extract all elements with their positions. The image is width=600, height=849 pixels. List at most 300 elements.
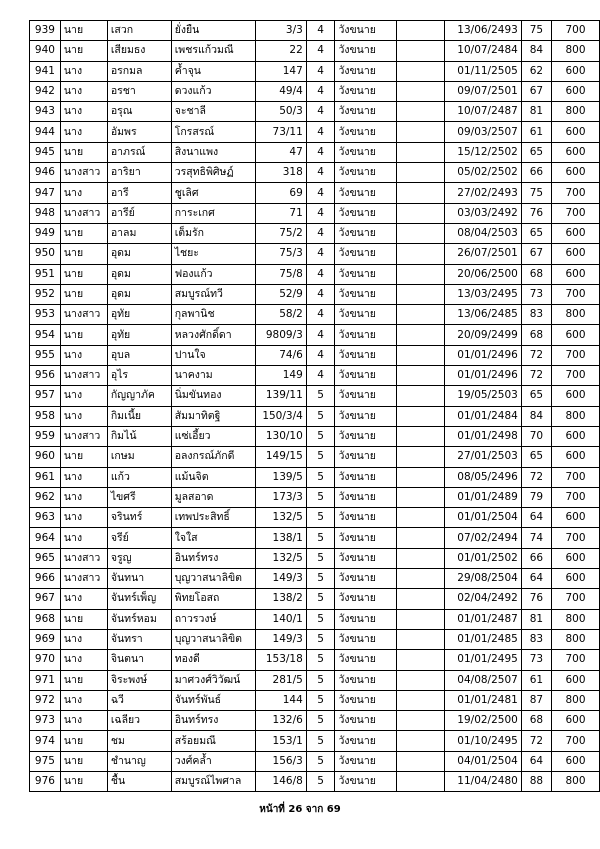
subdistrict-cell: วังขนาย bbox=[335, 244, 397, 264]
birth-date-cell: 27/02/2493 bbox=[444, 183, 521, 203]
amount-cell: 600 bbox=[551, 386, 599, 406]
beneficiary-table bbox=[29, 20, 600, 792]
age-cell: 79 bbox=[521, 487, 551, 507]
last-name-cell: การะเกศ bbox=[171, 203, 255, 223]
moo-cell: 4 bbox=[306, 305, 335, 325]
row-number-cell: 942 bbox=[30, 81, 61, 101]
table-row bbox=[30, 670, 600, 690]
moo-cell: 5 bbox=[306, 731, 335, 751]
birth-date-cell: 11/04/2480 bbox=[444, 771, 521, 791]
subdistrict-cell: วังขนาย bbox=[335, 609, 397, 629]
moo-cell: 4 bbox=[306, 325, 335, 345]
birth-date-cell: 01/01/2496 bbox=[444, 345, 521, 365]
last-name-cell: หลวงศักดิ์ดา bbox=[171, 325, 255, 345]
last-name-cell: วงศ์คล้ำ bbox=[171, 751, 255, 771]
first-name-cell: อุดม bbox=[107, 284, 171, 304]
row-number-cell: 973 bbox=[30, 711, 61, 731]
prefix-cell: นาย bbox=[60, 447, 107, 467]
last-name-cell: มาศวงศ์วิวัฒน์ bbox=[171, 670, 255, 690]
subdistrict-cell: วังขนาย bbox=[335, 102, 397, 122]
age-cell: 81 bbox=[521, 102, 551, 122]
first-name-cell: ชม bbox=[107, 731, 171, 751]
birth-date-cell: 13/06/2485 bbox=[444, 305, 521, 325]
last-name-cell: จันทร์พันธ์ bbox=[171, 690, 255, 710]
house-number-cell: 75/2 bbox=[255, 223, 306, 243]
house-number-cell: 69 bbox=[255, 183, 306, 203]
house-number-cell: 144 bbox=[255, 690, 306, 710]
first-name-cell: อุดม bbox=[107, 264, 171, 284]
table-row bbox=[30, 244, 600, 264]
birth-date-cell: 29/08/2504 bbox=[444, 569, 521, 589]
row-number-cell: 945 bbox=[30, 142, 61, 162]
birth-date-cell: 01/01/2502 bbox=[444, 548, 521, 568]
birth-date-cell: 20/09/2499 bbox=[444, 325, 521, 345]
blank-cell bbox=[397, 223, 444, 243]
blank-cell bbox=[397, 264, 444, 284]
blank-cell bbox=[397, 751, 444, 771]
birth-date-cell: 01/01/2498 bbox=[444, 426, 521, 446]
age-cell: 84 bbox=[521, 406, 551, 426]
last-name-cell: แม้นจิต bbox=[171, 467, 255, 487]
blank-cell bbox=[397, 284, 444, 304]
table-row bbox=[30, 325, 600, 345]
first-name-cell: เกษม bbox=[107, 447, 171, 467]
prefix-cell: นางสาว bbox=[60, 426, 107, 446]
birth-date-cell: 01/11/2505 bbox=[444, 61, 521, 81]
house-number-cell: 75/8 bbox=[255, 264, 306, 284]
first-name-cell: อรชา bbox=[107, 81, 171, 101]
moo-cell: 5 bbox=[306, 629, 335, 649]
birth-date-cell: 13/03/2495 bbox=[444, 284, 521, 304]
age-cell: 68 bbox=[521, 325, 551, 345]
house-number-cell: 58/2 bbox=[255, 305, 306, 325]
prefix-cell: นาง bbox=[60, 467, 107, 487]
amount-cell: 700 bbox=[551, 467, 599, 487]
last-name-cell: เทพประสิทธิ์ bbox=[171, 508, 255, 528]
prefix-cell: นาง bbox=[60, 61, 107, 81]
row-number-cell: 949 bbox=[30, 223, 61, 243]
blank-cell bbox=[397, 102, 444, 122]
blank-cell bbox=[397, 183, 444, 203]
first-name-cell: อารีย์ bbox=[107, 203, 171, 223]
prefix-cell: นาง bbox=[60, 508, 107, 528]
first-name-cell: อุดม bbox=[107, 244, 171, 264]
first-name-cell: อัมพร bbox=[107, 122, 171, 142]
prefix-cell: นาย bbox=[60, 670, 107, 690]
row-number-cell: 969 bbox=[30, 629, 61, 649]
moo-cell: 5 bbox=[306, 589, 335, 609]
house-number-cell: 140/1 bbox=[255, 609, 306, 629]
last-name-cell: วรสุทธิพิศิษฏ์ bbox=[171, 163, 255, 183]
table-row bbox=[30, 203, 600, 223]
prefix-cell: นาย bbox=[60, 142, 107, 162]
birth-date-cell: 10/07/2487 bbox=[444, 102, 521, 122]
first-name-cell: ชำนาญ bbox=[107, 751, 171, 771]
amount-cell: 600 bbox=[551, 244, 599, 264]
birth-date-cell: 01/01/2504 bbox=[444, 508, 521, 528]
first-name-cell: กิมเนี้ย bbox=[107, 406, 171, 426]
row-number-cell: 972 bbox=[30, 690, 61, 710]
first-name-cell: จันทนา bbox=[107, 569, 171, 589]
subdistrict-cell: วังขนาย bbox=[335, 325, 397, 345]
table-row bbox=[30, 731, 600, 751]
blank-cell bbox=[397, 711, 444, 731]
house-number-cell: 146/8 bbox=[255, 771, 306, 791]
subdistrict-cell: วังขนาย bbox=[335, 41, 397, 61]
first-name-cell: จรีย์ bbox=[107, 528, 171, 548]
moo-cell: 4 bbox=[306, 345, 335, 365]
blank-cell bbox=[397, 41, 444, 61]
table-row bbox=[30, 345, 600, 365]
prefix-cell: นาง bbox=[60, 406, 107, 426]
row-number-cell: 959 bbox=[30, 426, 61, 446]
table-row bbox=[30, 366, 600, 386]
age-cell: 87 bbox=[521, 690, 551, 710]
age-cell: 75 bbox=[521, 183, 551, 203]
first-name-cell: กัญญาภัค bbox=[107, 386, 171, 406]
subdistrict-cell: วังขนาย bbox=[335, 345, 397, 365]
subdistrict-cell: วังขนาย bbox=[335, 690, 397, 710]
house-number-cell: 74/6 bbox=[255, 345, 306, 365]
first-name-cell: อุบล bbox=[107, 345, 171, 365]
table-row bbox=[30, 467, 600, 487]
subdistrict-cell: วังขนาย bbox=[335, 223, 397, 243]
age-cell: 62 bbox=[521, 61, 551, 81]
row-number-cell: 943 bbox=[30, 102, 61, 122]
table-row bbox=[30, 589, 600, 609]
amount-cell: 600 bbox=[551, 142, 599, 162]
prefix-cell: นางสาว bbox=[60, 366, 107, 386]
blank-cell bbox=[397, 771, 444, 791]
moo-cell: 4 bbox=[306, 142, 335, 162]
moo-cell: 4 bbox=[306, 21, 335, 41]
house-number-cell: 3/3 bbox=[255, 21, 306, 41]
age-cell: 68 bbox=[521, 264, 551, 284]
first-name-cell: จันทร์หอม bbox=[107, 609, 171, 629]
house-number-cell: 139/11 bbox=[255, 386, 306, 406]
moo-cell: 4 bbox=[306, 61, 335, 81]
amount-cell: 700 bbox=[551, 528, 599, 548]
prefix-cell: นาย bbox=[60, 41, 107, 61]
prefix-cell: นางสาว bbox=[60, 548, 107, 568]
prefix-cell: นาง bbox=[60, 345, 107, 365]
amount-cell: 600 bbox=[551, 711, 599, 731]
first-name-cell: จิระพงษ์ bbox=[107, 670, 171, 690]
house-number-cell: 149/15 bbox=[255, 447, 306, 467]
amount-cell: 700 bbox=[551, 284, 599, 304]
prefix-cell: นาง bbox=[60, 650, 107, 670]
table-row bbox=[30, 305, 600, 325]
blank-cell bbox=[397, 670, 444, 690]
age-cell: 61 bbox=[521, 670, 551, 690]
row-number-cell: 975 bbox=[30, 751, 61, 771]
subdistrict-cell: วังขนาย bbox=[335, 264, 397, 284]
moo-cell: 5 bbox=[306, 771, 335, 791]
age-cell: 73 bbox=[521, 650, 551, 670]
age-cell: 61 bbox=[521, 122, 551, 142]
house-number-cell: 318 bbox=[255, 163, 306, 183]
table-row bbox=[30, 487, 600, 507]
prefix-cell: นาย bbox=[60, 21, 107, 41]
prefix-cell: นาย bbox=[60, 264, 107, 284]
last-name-cell: ใจใส bbox=[171, 528, 255, 548]
age-cell: 67 bbox=[521, 81, 551, 101]
page-footer: หน้าที่ 26 จาก 69 bbox=[259, 804, 341, 815]
table-row bbox=[30, 771, 600, 791]
first-name-cell: อุทัย bbox=[107, 305, 171, 325]
blank-cell bbox=[397, 21, 444, 41]
prefix-cell: นางสาว bbox=[60, 305, 107, 325]
birth-date-cell: 27/01/2503 bbox=[444, 447, 521, 467]
birth-date-cell: 01/01/2487 bbox=[444, 609, 521, 629]
row-number-cell: 951 bbox=[30, 264, 61, 284]
house-number-cell: 149 bbox=[255, 366, 306, 386]
first-name-cell: จันทร์เพ็ญ bbox=[107, 589, 171, 609]
amount-cell: 700 bbox=[551, 183, 599, 203]
subdistrict-cell: วังขนาย bbox=[335, 528, 397, 548]
birth-date-cell: 01/01/2484 bbox=[444, 406, 521, 426]
prefix-cell: นางสาว bbox=[60, 569, 107, 589]
blank-cell bbox=[397, 487, 444, 507]
prefix-cell: นางสาว bbox=[60, 163, 107, 183]
table-row bbox=[30, 548, 600, 568]
last-name-cell: บุญวาสนาลิขิต bbox=[171, 629, 255, 649]
house-number-cell: 138/2 bbox=[255, 589, 306, 609]
last-name-cell: ทองดี bbox=[171, 650, 255, 670]
birth-date-cell: 08/05/2496 bbox=[444, 467, 521, 487]
row-number-cell: 944 bbox=[30, 122, 61, 142]
amount-cell: 700 bbox=[551, 589, 599, 609]
moo-cell: 4 bbox=[306, 81, 335, 101]
last-name-cell: ถาวรวงษ์ bbox=[171, 609, 255, 629]
last-name-cell: ยั่งยืน bbox=[171, 21, 255, 41]
subdistrict-cell: วังขนาย bbox=[335, 589, 397, 609]
row-number-cell: 941 bbox=[30, 61, 61, 81]
subdistrict-cell: วังขนาย bbox=[335, 447, 397, 467]
table-row bbox=[30, 41, 600, 61]
table-row bbox=[30, 21, 600, 41]
age-cell: 66 bbox=[521, 163, 551, 183]
last-name-cell: สัมมาทิตฐิ bbox=[171, 406, 255, 426]
amount-cell: 600 bbox=[551, 81, 599, 101]
house-number-cell: 138/1 bbox=[255, 528, 306, 548]
row-number-cell: 939 bbox=[30, 21, 61, 41]
house-number-cell: 52/9 bbox=[255, 284, 306, 304]
subdistrict-cell: วังขนาย bbox=[335, 650, 397, 670]
amount-cell: 700 bbox=[551, 487, 599, 507]
birth-date-cell: 01/01/2481 bbox=[444, 690, 521, 710]
blank-cell bbox=[397, 589, 444, 609]
amount-cell: 700 bbox=[551, 650, 599, 670]
table-row bbox=[30, 609, 600, 629]
moo-cell: 4 bbox=[306, 41, 335, 61]
first-name-cell: แก้ว bbox=[107, 467, 171, 487]
moo-cell: 5 bbox=[306, 751, 335, 771]
house-number-cell: 132/6 bbox=[255, 711, 306, 731]
age-cell: 72 bbox=[521, 366, 551, 386]
subdistrict-cell: วังขนาย bbox=[335, 426, 397, 446]
row-number-cell: 968 bbox=[30, 609, 61, 629]
blank-cell bbox=[397, 447, 444, 467]
house-number-cell: 173/3 bbox=[255, 487, 306, 507]
birth-date-cell: 08/04/2503 bbox=[444, 223, 521, 243]
table-row bbox=[30, 569, 600, 589]
table-row bbox=[30, 406, 600, 426]
blank-cell bbox=[397, 244, 444, 264]
birth-date-cell: 04/01/2504 bbox=[444, 751, 521, 771]
table-row bbox=[30, 163, 600, 183]
table-row bbox=[30, 508, 600, 528]
subdistrict-cell: วังขนาย bbox=[335, 487, 397, 507]
birth-date-cell: 07/02/2494 bbox=[444, 528, 521, 548]
prefix-cell: นาง bbox=[60, 629, 107, 649]
table-row bbox=[30, 142, 600, 162]
first-name-cell: อาภรณ์ bbox=[107, 142, 171, 162]
age-cell: 64 bbox=[521, 508, 551, 528]
last-name-cell: สมบูรณ์ทวี bbox=[171, 284, 255, 304]
amount-cell: 600 bbox=[551, 163, 599, 183]
age-cell: 65 bbox=[521, 223, 551, 243]
birth-date-cell: 01/01/2495 bbox=[444, 650, 521, 670]
moo-cell: 4 bbox=[306, 122, 335, 142]
moo-cell: 4 bbox=[306, 163, 335, 183]
row-number-cell: 950 bbox=[30, 244, 61, 264]
age-cell: 72 bbox=[521, 467, 551, 487]
last-name-cell: สร้อยมณี bbox=[171, 731, 255, 751]
age-cell: 73 bbox=[521, 284, 551, 304]
moo-cell: 5 bbox=[306, 447, 335, 467]
age-cell: 84 bbox=[521, 41, 551, 61]
age-cell: 67 bbox=[521, 244, 551, 264]
row-number-cell: 964 bbox=[30, 528, 61, 548]
blank-cell bbox=[397, 325, 444, 345]
prefix-cell: นาง bbox=[60, 528, 107, 548]
moo-cell: 5 bbox=[306, 508, 335, 528]
first-name-cell: อาริยา bbox=[107, 163, 171, 183]
first-name-cell: กิมไน้ bbox=[107, 426, 171, 446]
house-number-cell: 50/3 bbox=[255, 102, 306, 122]
amount-cell: 600 bbox=[551, 508, 599, 528]
blank-cell bbox=[397, 81, 444, 101]
table-row bbox=[30, 690, 600, 710]
first-name-cell: เสียมธง bbox=[107, 41, 171, 61]
prefix-cell: นาย bbox=[60, 731, 107, 751]
house-number-cell: 71 bbox=[255, 203, 306, 223]
table-row bbox=[30, 426, 600, 446]
house-number-cell: 153/18 bbox=[255, 650, 306, 670]
table-row bbox=[30, 528, 600, 548]
row-number-cell: 953 bbox=[30, 305, 61, 325]
blank-cell bbox=[397, 528, 444, 548]
last-name-cell: จะชาลี bbox=[171, 102, 255, 122]
subdistrict-cell: วังขนาย bbox=[335, 548, 397, 568]
blank-cell bbox=[397, 629, 444, 649]
last-name-cell: กุลพานิช bbox=[171, 305, 255, 325]
age-cell: 83 bbox=[521, 305, 551, 325]
birth-date-cell: 09/07/2501 bbox=[444, 81, 521, 101]
first-name-cell: อรกมล bbox=[107, 61, 171, 81]
table-row bbox=[30, 61, 600, 81]
prefix-cell: นาง bbox=[60, 81, 107, 101]
moo-cell: 5 bbox=[306, 386, 335, 406]
moo-cell: 4 bbox=[306, 223, 335, 243]
first-name-cell: อุไร bbox=[107, 366, 171, 386]
row-number-cell: 974 bbox=[30, 731, 61, 751]
prefix-cell: นาง bbox=[60, 589, 107, 609]
blank-cell bbox=[397, 406, 444, 426]
amount-cell: 700 bbox=[551, 345, 599, 365]
moo-cell: 5 bbox=[306, 487, 335, 507]
house-number-cell: 281/5 bbox=[255, 670, 306, 690]
moo-cell: 5 bbox=[306, 609, 335, 629]
subdistrict-cell: วังขนาย bbox=[335, 406, 397, 426]
row-number-cell: 952 bbox=[30, 284, 61, 304]
last-name-cell: ฟองแก้ว bbox=[171, 264, 255, 284]
last-name-cell: ชูเลิศ bbox=[171, 183, 255, 203]
last-name-cell: สมบูรณ์ไพศาล bbox=[171, 771, 255, 791]
blank-cell bbox=[397, 163, 444, 183]
moo-cell: 4 bbox=[306, 366, 335, 386]
amount-cell: 600 bbox=[551, 122, 599, 142]
prefix-cell: นาย bbox=[60, 244, 107, 264]
table-row bbox=[30, 711, 600, 731]
last-name-cell: อินทร์ทรง bbox=[171, 711, 255, 731]
last-name-cell: แซ่เอี้ยว bbox=[171, 426, 255, 446]
prefix-cell: นาง bbox=[60, 711, 107, 731]
age-cell: 65 bbox=[521, 386, 551, 406]
blank-cell bbox=[397, 548, 444, 568]
table-row bbox=[30, 223, 600, 243]
blank-cell bbox=[397, 366, 444, 386]
amount-cell: 600 bbox=[551, 569, 599, 589]
subdistrict-cell: วังขนาย bbox=[335, 569, 397, 589]
first-name-cell: จันทรา bbox=[107, 629, 171, 649]
subdistrict-cell: วังขนาย bbox=[335, 467, 397, 487]
row-number-cell: 965 bbox=[30, 548, 61, 568]
age-cell: 76 bbox=[521, 203, 551, 223]
birth-date-cell: 20/06/2500 bbox=[444, 264, 521, 284]
moo-cell: 4 bbox=[306, 264, 335, 284]
house-number-cell: 150/3/4 bbox=[255, 406, 306, 426]
table-row bbox=[30, 386, 600, 406]
moo-cell: 4 bbox=[306, 284, 335, 304]
row-number-cell: 967 bbox=[30, 589, 61, 609]
moo-cell: 5 bbox=[306, 426, 335, 446]
row-number-cell: 955 bbox=[30, 345, 61, 365]
birth-date-cell: 03/03/2492 bbox=[444, 203, 521, 223]
birth-date-cell: 15/12/2502 bbox=[444, 142, 521, 162]
house-number-cell: 147 bbox=[255, 61, 306, 81]
row-number-cell: 957 bbox=[30, 386, 61, 406]
birth-date-cell: 04/08/2507 bbox=[444, 670, 521, 690]
birth-date-cell: 02/04/2492 bbox=[444, 589, 521, 609]
amount-cell: 800 bbox=[551, 102, 599, 122]
blank-cell bbox=[397, 609, 444, 629]
amount-cell: 800 bbox=[551, 629, 599, 649]
blank-cell bbox=[397, 731, 444, 751]
moo-cell: 5 bbox=[306, 690, 335, 710]
last-name-cell: เพชรแก้วมณี bbox=[171, 41, 255, 61]
blank-cell bbox=[397, 345, 444, 365]
prefix-cell: นาย bbox=[60, 325, 107, 345]
age-cell: 66 bbox=[521, 548, 551, 568]
subdistrict-cell: วังขนาย bbox=[335, 122, 397, 142]
birth-date-cell: 09/03/2507 bbox=[444, 122, 521, 142]
blank-cell bbox=[397, 122, 444, 142]
house-number-cell: 47 bbox=[255, 142, 306, 162]
prefix-cell: นาง bbox=[60, 487, 107, 507]
amount-cell: 800 bbox=[551, 771, 599, 791]
